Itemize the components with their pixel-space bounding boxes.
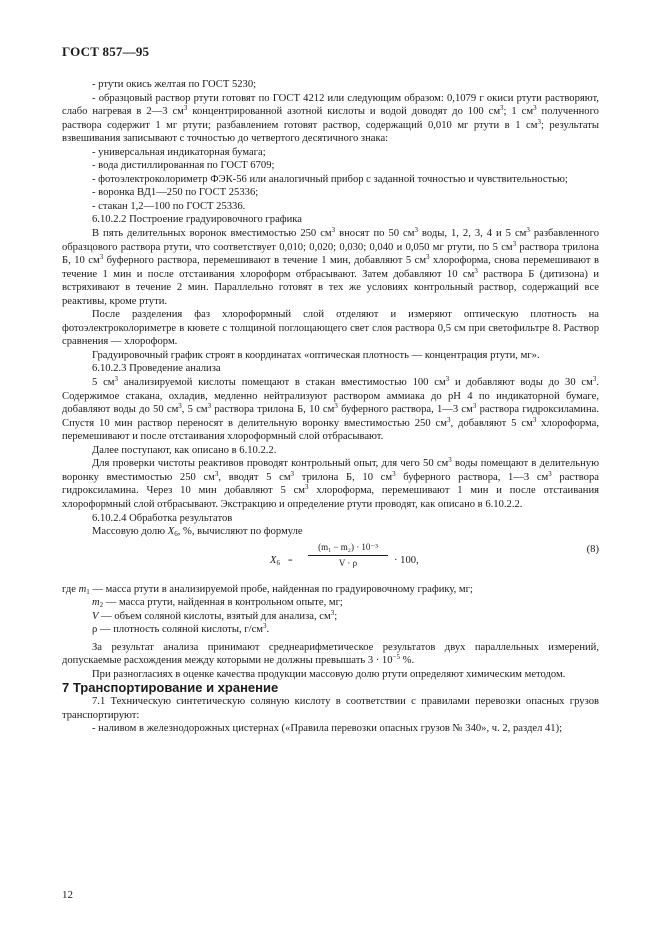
definition: где $m_1$ — масса ртути в анализируемой пробе, найденная по градуировочному графику, мг; xyxy=(62,583,473,596)
formula-fraction xyxy=(308,541,388,571)
paragraph: Для проверки чистоты реактивов проводят контрольный опыт, для чего 50 $см^3$ воды помещают в делительную воронку вместимостью 250 $см^3$, вводят 5 $см^3$ трилона Б, 10 $см^3$ буферного раствора, 1—3 $см^3$ раствора гидроксиламина. Через 10 мин добавляют 5 $см^3$ хлороформа, перемешивают 1 мин и после отстаивания хлороформный слой отбрасывают. Экстракцию и определение ртути проводят, как описано в 6.10.2.2. xyxy=(62,456,600,510)
formula-denominator: V · ρ xyxy=(338,558,358,569)
formula-tail: · 100, xyxy=(394,554,419,566)
list-item: - фотоэлектроколориметр ФЭК-56 или аналогичный прибор с заданной точностью и чувствительностью; xyxy=(92,173,568,185)
paragraph: После разделения фаз хлороформный слой отделяют и измеряют оптическую плотность на фотоэлектроколориметре в кювете с толщиной поглощающего свет слоя раствора 0,5 см при светофильтре 8. Раствор сравнения — хлороформ. xyxy=(62,309,599,348)
definition: ρ — плотность соляной кислоты, $г/см^3$. xyxy=(92,622,270,636)
list-item: - стакан 1,2—100 по ГОСТ 25336. xyxy=(92,200,246,212)
list-item: - вода дистиллированная по ГОСТ 6709; xyxy=(92,160,275,172)
document-header: ГОСТ 857—95 xyxy=(62,44,150,59)
list-item: - ртути окись желтая по ГОСТ 5230; xyxy=(92,79,257,90)
formula-equals: = xyxy=(288,555,293,565)
paragraph: Градуировочный график строят в координатах «оптическая плотность — концентрация ртути, мг». xyxy=(92,349,540,361)
paragraph: Далее поступают, как описано в 6.10.2.2. xyxy=(92,444,277,456)
page-number: 12 xyxy=(62,889,73,901)
list-item: - универсальная индикаторная бумага; xyxy=(92,146,266,158)
formula-numerator: (m₁ − m₂) · 10⁻³ xyxy=(308,541,388,557)
section-heading: 7 Транспортирование и хранение xyxy=(62,680,279,696)
subsection-heading: 6.10.2.4 Обработка результатов xyxy=(92,512,233,524)
paragraph: 7.1 Техническую синтетическую соляную кислоту в соответствии с правилами перевозки опасных грузов транспортируют: xyxy=(62,695,599,721)
paragraph: - наливом в железнодорожных цистернах («Правила перевозки опасных грузов № 340», ч. 2, раздел 41); xyxy=(92,723,563,735)
subsection-heading: 6.10.2.3 Проведение анализа xyxy=(92,363,221,375)
paragraph: Массовую долю $X_6$, %, вычисляют по формуле xyxy=(92,526,303,539)
paragraph: В пять делительных воронок вместимостью 250 $см^3$ вносят по 50 $см^3$ воды, 1, 2, 3, 4 и 5 $см^3$ разбавленного образцового раствора ртути, что соответствует 0,010; 0,020; 0,030; 0,040 и 0,050 мг ртути, по 5 $см^3$ раствора трилона Б, 10 $см^3$ буферного раствора, перемешивают в течение 1 мин, добавляют 5 $см^3$ хлороформа, снова перемешивают в течение 1 мин и после отстаивания хлороформ отбрасывают. Затем добавляют 10 $см^3$ раствора Б (дитизона) и встряхивают в течение 2 мин. Параллельно готовят в тех же условиях контрольный раствор, содержащий все реактивы, кроме ртути. xyxy=(62,226,600,307)
formula-number: (8) xyxy=(586,543,599,555)
definition: V — объем соляной кислоты, взятый для анализа, $см^3$; xyxy=(92,608,338,622)
document-body xyxy=(62,78,599,736)
formula-8 xyxy=(62,541,599,583)
subsection-heading: 6.10.2.2 Построение градуировочного графика xyxy=(92,214,302,226)
paragraph: При разногласиях в оценке качества продукции массовую долю ртути определяют химическим методом. xyxy=(92,668,566,680)
formula-lhs: $X_6$ xyxy=(270,554,280,567)
definition: $m_2$ — масса ртути, найденная в контрольном опыте, мг; xyxy=(92,597,343,610)
list-item: - образцовый раствор ртути готовят по ГОСТ 4212 или следующим образом: 0,1079 г окиси ртути растворяют, слабо нагревая в 2—3 $см^3$ концентрированной азотной кислоты и водой доводят до 100 $см^3$; 1 $см^3$ полученного раствора содержит 1 мг ртути; разбавлением готовят раствор, содержащий 0,010 мг ртути в 1 $см^3$; результаты взвешивания записывают с точностью до четвертого десятичного знака: xyxy=(62,92,599,145)
paragraph: За результат анализа принимают среднеарифметическое результатов двух параллельных измерений, допускаемые расхождения между которыми не должны превышать $3 \cdot 10^{-5}$ %. xyxy=(62,641,599,667)
list-item: - воронка ВД1—250 по ГОСТ 25336; xyxy=(92,187,259,199)
paragraph: 5 $см^3$ анализируемой кислоты помещают в стакан вместимостью 100 $см^3$ и добавляют воды до 30 $см^3$. Содержимое стакана, охладив, медленно нейтрализуют раствором аммиака до pH 4 по индикаторной бумаге, добавляют воды до 50 $см^3$, 5 $см^3$ раствора трилона Б, 10 $см^3$ буферного раствора, 1—3 $см^3$ раствора гидроксиламина. Спустя 10 мин раствор переносят в делительную воронку вместимостью 250 $см^3$, добавляют 5 $см^3$ хлороформа, перемешивают и после отстаивания хлороформный слой отбрасывают. xyxy=(62,375,600,443)
